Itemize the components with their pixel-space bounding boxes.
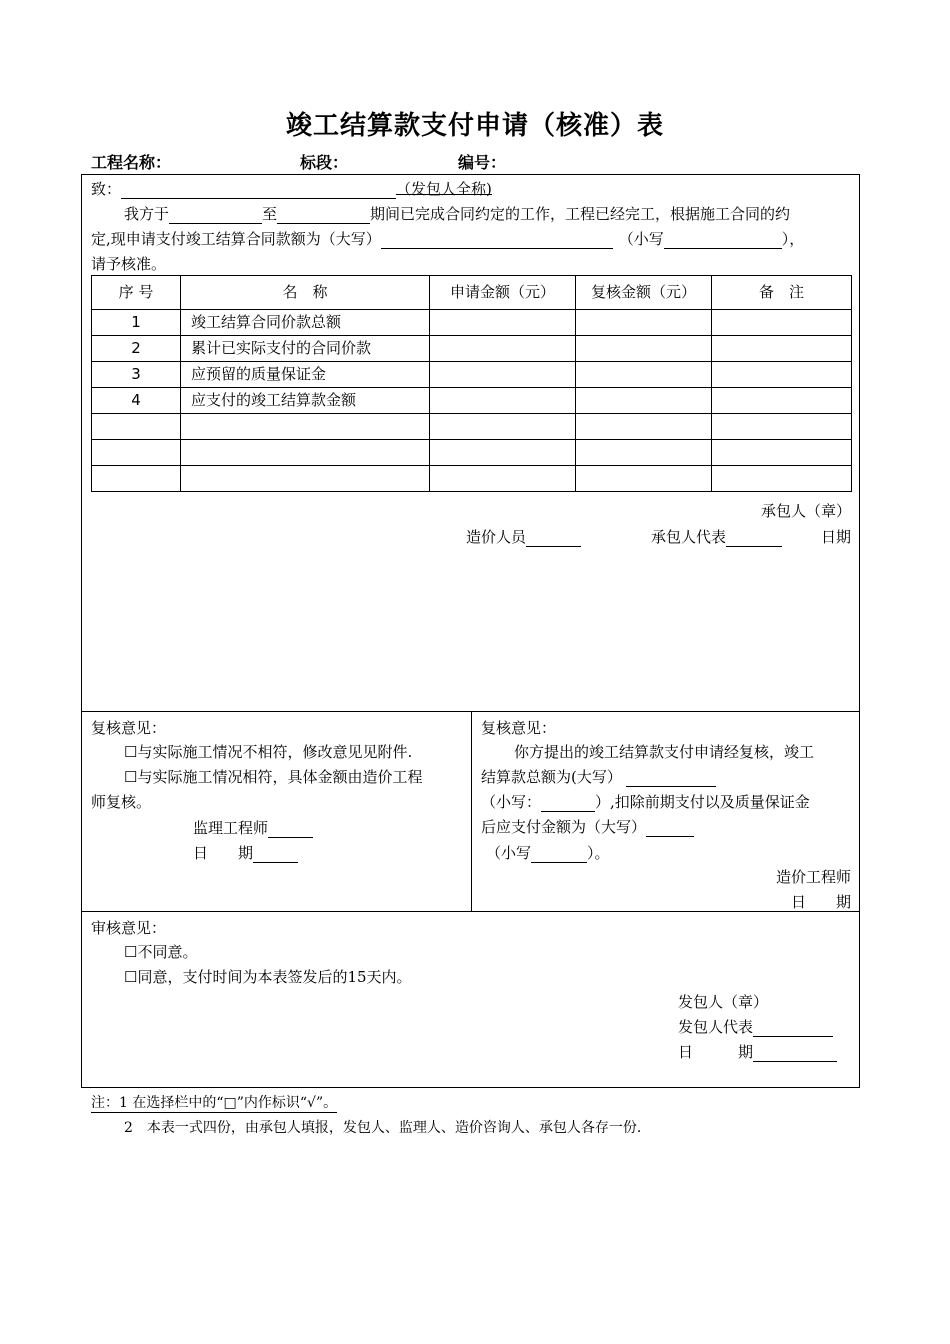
total-words-field[interactable] — [626, 772, 716, 787]
cost-staff-label: 造价人员 — [466, 528, 527, 546]
amount-suffix: ）， — [781, 230, 805, 248]
table-header-row — [92, 276, 852, 310]
remarks-cell[interactable] — [712, 414, 852, 440]
payable-words-field[interactable] — [646, 822, 694, 837]
payable-figures-label: （小写 — [486, 844, 532, 862]
cost-engineer-date-label: 日 期 — [790, 893, 851, 911]
reviewed-amount-cell[interactable] — [576, 388, 712, 414]
row-no[interactable] — [92, 440, 181, 466]
amount-words-field[interactable] — [381, 234, 613, 249]
supervisor-date-label: 日 期 — [193, 844, 254, 862]
table-row — [92, 388, 852, 414]
supervisor-date-field[interactable] — [253, 848, 298, 863]
supervisor-label: 监理工程师 — [193, 819, 269, 837]
table-row — [92, 310, 852, 336]
contractor-rep-label: 承包人代表 — [651, 528, 727, 546]
review-right-line5 — [486, 842, 610, 863]
remarks-cell[interactable] — [712, 440, 852, 466]
row-name: 竣工结算合同价款总额 — [181, 310, 430, 336]
employer-seal: 发包人（章） — [678, 993, 769, 1011]
row-no: 2 — [92, 336, 181, 362]
review-left-title: 复核意见： — [91, 719, 167, 737]
table-row — [92, 362, 852, 388]
table-row — [92, 466, 852, 492]
employer-rep-line — [678, 1016, 833, 1037]
audit-title: 审核意见： — [91, 919, 167, 937]
contractor-rep-field[interactable] — [726, 532, 782, 547]
total-figures-field[interactable] — [541, 797, 595, 812]
payable-figures-close: ）。 — [587, 844, 610, 862]
review-left-option2-cont: 师复核。 — [91, 793, 152, 811]
payable-words-label: 后应支付金额为（大写） — [481, 818, 647, 836]
period-prefix: 我方于 — [124, 205, 170, 223]
row-no: 4 — [92, 388, 181, 414]
header-remarks: 备 注 — [712, 276, 852, 310]
table-row — [92, 336, 852, 362]
table-row — [92, 414, 852, 440]
period-end-field[interactable] — [277, 209, 370, 224]
note-1: 注：1 在选择栏中的“□”内作标识“√”。 — [91, 1092, 337, 1113]
audit-option-disagree[interactable]: ☐不同意。 — [124, 943, 198, 961]
reviewed-amount-cell[interactable] — [576, 362, 712, 388]
amount-figures-label: （小写 — [618, 230, 664, 248]
to-line — [91, 178, 492, 199]
review-right-line4 — [481, 816, 694, 837]
employer-rep-label: 发包人代表 — [678, 1018, 754, 1036]
approval-request: 请予核准。 — [91, 255, 167, 273]
applied-amount-cell[interactable] — [430, 336, 576, 362]
header-name: 名 称 — [181, 276, 430, 310]
header-reviewed-amount: 复核金额（元） — [576, 276, 712, 310]
row-no: 3 — [92, 362, 181, 388]
contractor-date: 日期 — [820, 528, 851, 546]
employer-date-field[interactable] — [753, 1047, 837, 1062]
remarks-cell[interactable] — [712, 466, 852, 492]
row-no[interactable] — [92, 414, 181, 440]
applied-amount-cell[interactable] — [430, 388, 576, 414]
header-no: 序 号 — [92, 276, 181, 310]
remarks-cell[interactable] — [712, 362, 852, 388]
employer-rep-field[interactable] — [753, 1022, 833, 1037]
supervisor-field[interactable] — [268, 823, 313, 838]
row-name[interactable] — [181, 440, 430, 466]
row-name[interactable] — [181, 414, 430, 440]
note-2: 2 本表一式四份，由承包人填报，发包人、监理人、造价咨询人、承包人各存一份. — [124, 1120, 642, 1136]
payable-figures-field[interactable] — [531, 848, 587, 863]
reviewed-amount-cell[interactable] — [576, 336, 712, 362]
row-no: 1 — [92, 310, 181, 336]
table-row — [92, 440, 852, 466]
amount-figures-field[interactable] — [664, 234, 782, 249]
review-left-option1[interactable]: ☐与实际施工情况不相符，修改意见见附件. — [124, 743, 413, 761]
amount-line — [91, 228, 804, 249]
total-words-label: 结算款总额为(大写） — [481, 768, 622, 786]
divider-review-columns — [471, 711, 472, 911]
total-figures-label: （小写： — [481, 793, 542, 811]
applied-amount-cell[interactable] — [430, 414, 576, 440]
deduction-text: ）,扣除前期支付以及质量保证金 — [595, 793, 810, 811]
row-name: 累计已实际支付的合同价款 — [181, 336, 430, 362]
to-label: 致： — [91, 180, 122, 198]
contractor-rep-line — [651, 526, 782, 547]
reviewed-amount-cell[interactable] — [576, 440, 712, 466]
header-applied-amount: 申请金额（元） — [430, 276, 576, 310]
remarks-cell[interactable] — [712, 336, 852, 362]
contractor-seal: 承包人（章） — [760, 502, 851, 520]
remarks-cell[interactable] — [712, 388, 852, 414]
period-start-field[interactable] — [169, 209, 262, 224]
remarks-cell[interactable] — [712, 310, 852, 336]
employer-name-field[interactable] — [121, 184, 396, 199]
form-title: 竣工结算款支付申请（核准）表 — [285, 111, 664, 141]
row-name: 应支付的竣工结算款金额 — [181, 388, 430, 414]
applied-amount-cell[interactable] — [430, 362, 576, 388]
row-name[interactable] — [181, 466, 430, 492]
amount-prefix: 定,现申请支付竣工结算合同款额为（大写） — [91, 230, 381, 248]
cost-staff-field[interactable] — [526, 532, 581, 547]
employer-date-label: 日 期 — [678, 1043, 754, 1061]
cost-engineer-label: 造价工程师 — [775, 868, 851, 886]
period-suffix: 期间已完成合同约定的工作，工程已经完工，根据施工合同的约 — [370, 205, 791, 223]
supervisor-line — [193, 817, 313, 838]
review-right-line3 — [481, 791, 810, 812]
period-line — [124, 203, 790, 224]
items-table — [91, 275, 852, 492]
row-name: 应预留的质量保证金 — [181, 362, 430, 388]
divider-review — [81, 911, 860, 912]
employer-date-line — [678, 1041, 837, 1062]
number-label: 编号： — [458, 153, 507, 172]
review-right-title: 复核意见： — [481, 719, 557, 737]
audit-option-agree[interactable]: ☐同意，支付时间为本表签发后的15天内。 — [124, 968, 412, 986]
project-name-label: 工程名称： — [91, 153, 172, 172]
reviewed-amount-cell[interactable] — [576, 414, 712, 440]
review-right-line2 — [481, 766, 716, 787]
applied-amount-cell[interactable] — [430, 310, 576, 336]
period-to: 至 — [262, 205, 278, 223]
applied-amount-cell[interactable] — [430, 440, 576, 466]
applied-amount-cell[interactable] — [430, 466, 576, 492]
section-label: 标段： — [300, 153, 349, 172]
supervisor-date-line — [193, 842, 298, 863]
reviewed-amount-cell[interactable] — [576, 310, 712, 336]
row-no[interactable] — [92, 466, 181, 492]
review-left-option2[interactable]: ☐与实际施工情况相符，具体金额由造价工程 — [124, 768, 423, 786]
cost-staff-line — [466, 526, 581, 547]
employer-hint: （发包人全称) — [396, 180, 492, 198]
review-right-line1: 你方提出的竣工结算款支付申请经复核，竣工 — [514, 743, 815, 761]
reviewed-amount-cell[interactable] — [576, 466, 712, 492]
